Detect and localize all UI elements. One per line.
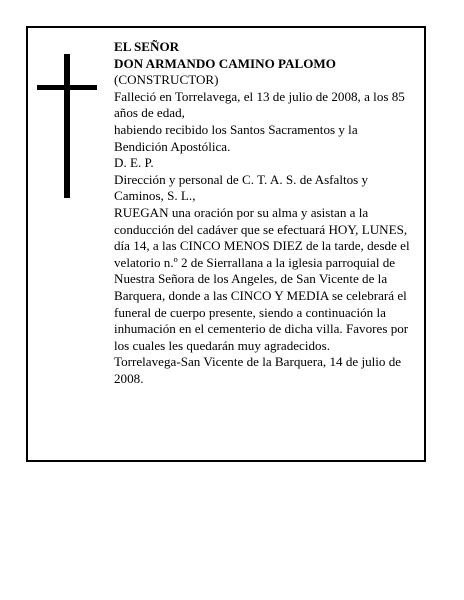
- rip-line: D. E. P.: [114, 155, 154, 171]
- sacraments-line: habiendo recibido los Santos Sacramentos y la Bendición Apostólica.: [114, 121, 358, 154]
- cross-vertical-bar: [64, 54, 70, 198]
- deceased-profession: (CONSTRUCTOR): [114, 72, 219, 88]
- place-date-line: Torrelavega-San Vicente de la Barquera, 14 de julio de 2008.: [114, 354, 402, 386]
- notice-body: [114, 39, 414, 387]
- funeral-details: RUEGAN una oración por su alma y asistan a la conducción del cadáver que se efectuará HOY, LUNES, día 14, a las CINCO MENOS DIEZ de la tarde, desde el velatorio n.º 2 de Sierrallana a la iglesia parroquial de Nuestra Señora de los Angeles, de San Vicente de la Barquera, donde a las CINCO Y MEDIA se celebrará el funeral de cuerpo presente, siendo a continuación la inhumación en el cementerio de dicha villa. Favores por los cuales les quedarán muy agradecidos.: [114, 204, 410, 353]
- death-announcement: Falleció en Torrelavega, el 13 de julio de 2008, a los 85 años de edad,: [114, 88, 405, 121]
- cross-icon: [37, 54, 97, 198]
- deceased-name: DON ARMANDO CAMINO PALOMO: [114, 55, 336, 71]
- cross-horizontal-bar: [37, 85, 97, 90]
- mourners-line: Dirección y personal de C. T. A. S. de Asfaltos y Caminos, S. L.,: [114, 171, 369, 204]
- notice-title: EL SEÑOR: [114, 39, 180, 54]
